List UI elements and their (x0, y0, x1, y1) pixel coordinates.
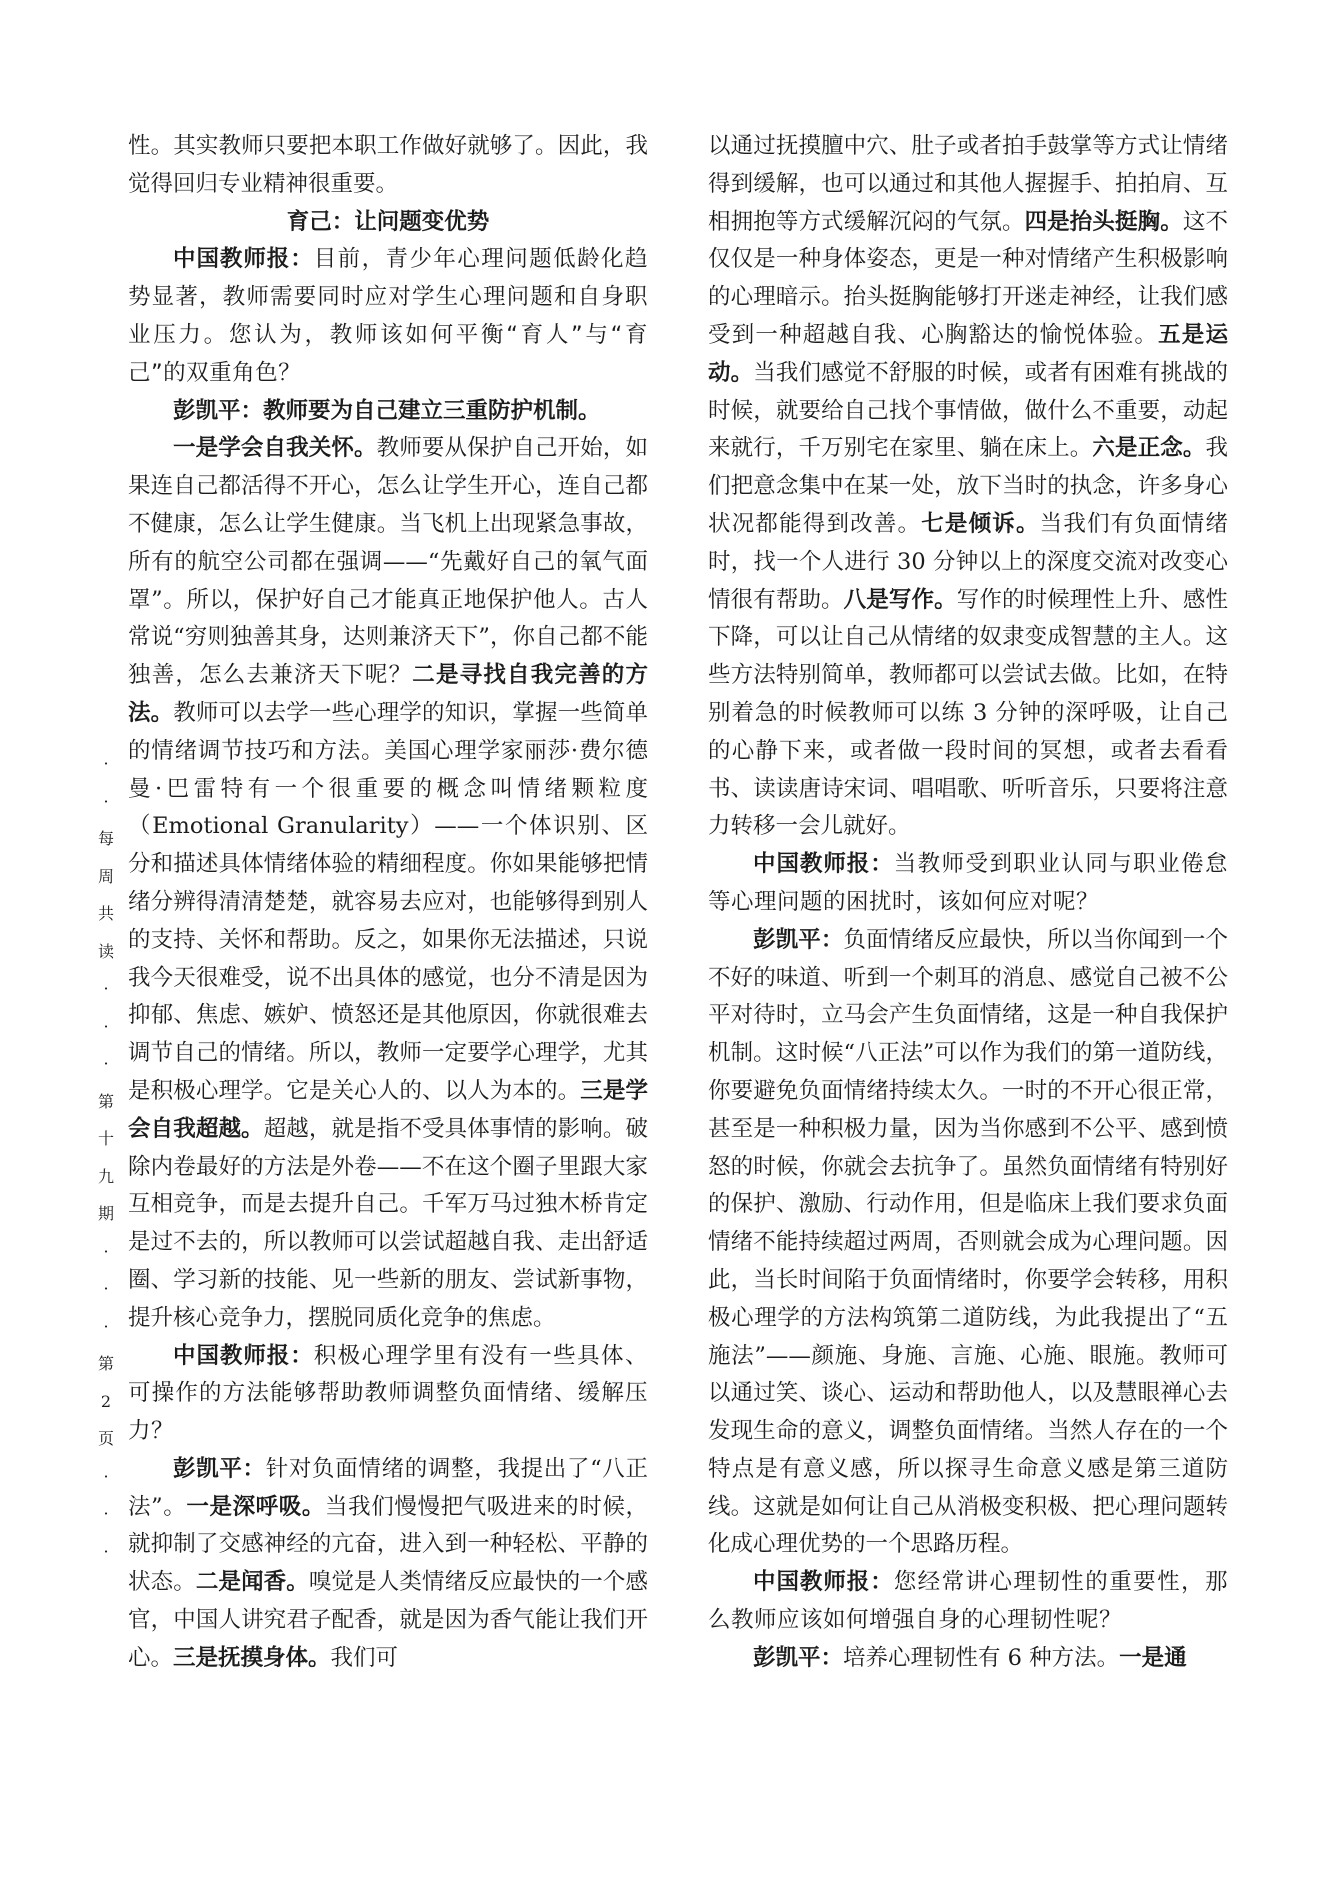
side-margin-char: · (103, 1016, 109, 1036)
speaker-label: 彭凯平： (753, 1644, 844, 1671)
speaker-label: 彭凯平： (753, 926, 844, 953)
side-margin-char: · (103, 1279, 109, 1298)
speaker-label: 中国教师报： (173, 246, 314, 273)
question-paragraph: 中国教师报：积极心理学里有没有一些具体、可操作的方法能够帮助教师调整负面情绪、缓解压力？ (128, 1342, 648, 1445)
answer-paragraph: 彭凯平：教师要为自己建立三重防护机制。 (173, 397, 601, 424)
right-column (708, 128, 1228, 1678)
speaker-label: 中国教师报： (753, 851, 894, 878)
speaker-label: 彭凯平： (173, 397, 264, 424)
speaker-label: 彭凯平： (173, 1455, 266, 1482)
paragraph: 性。其实教师只要把本职工作做好就够了。因此，我觉得回归专业精神很重要。 (128, 133, 648, 197)
answer-paragraph: 彭凯平：针对负面情绪的调整，我提出了“八正法”。一是深呼吸。当我们慢慢把气吸进来的时候，就抑制了交感神经的亢奋，进入到一种轻松、平静的状态。二是闻香。嗅觉是人类情绪反应最快的一个感官，中国人讲究君子配香，就是因为香气能让我们开心。三是抚摸身体。我们可 (128, 1455, 648, 1671)
side-margin-char: · (103, 1466, 109, 1486)
side-margin-char: 周 (97, 866, 114, 886)
paragraph: 一是学会自我关怀。教师要从保护自己开始，如果连自己都活得不开心，怎么让学生开心，连自己都不健康，怎么让学生健康。当飞机上出现紧急事故，所有的航空公司都在强调——“先戴好自己的氧气面罩”。所以，保护好自己才能真正地保护他人。古人常说“穷则独善其身，达则兼济天下”，你自己都不能独善，怎么去兼济天下呢？二是寻找自我完善的方法。教师可以去学一些心理学的知识，掌握一些简单的情绪调节技巧和方法。美国心理学家丽莎·费尔德曼·巴雷特有一个很重要的概念叫情绪颗粒度（Emotional Granularity）——一个体识别、区分和描述具体情绪体验的精细程度。你如果能够把情绪分辨得清清楚楚，就容易去应对，也能够得到别人的支持、关怀和帮助。反之，如果你无法描述，只说我今天很难受，说不出具体的感觉，也分不清是因为抑郁、焦虑、嫉妒、愤怒还是其他原因，你就很难去调节自己的情绪。所以，教师一定要学心理学，尤其是积极心理学。它是关心人的、以人为本的。三是学会自我超越。超越，就是指不受具体事情的影响。破除内卷最好的方法是外卷——不在这个圈子里跟大家互相竞争，而是去提升自己。千军万马过独木桥肯定是过不去的，所以教师可以尝试超越自我、走出舒适圈、学习新的技能、见一些新的朋友、尝试新事物，提升核心竞争力，摆脱同质化竞争的焦虑。 (128, 435, 648, 1331)
section-heading: 育己：让问题变优势 (286, 208, 490, 235)
answer-paragraph: 彭凯平：负面情绪反应最快，所以当你闻到一个不好的味道、听到一个刺耳的消息、感觉自己被不公平对待时，立马会产生负面情绪，这是一种自我保护机制。这时候“八正法”可以作为我们的第一道防线，你要避免负面情绪持续太久。一时的不开心很正常，甚至是一种积极力量，因为当你感到不公平、感到愤怒的时候，你就会去抗争了。虽然负面情绪有特别好的保护、激励、行动作用，但是临床上我们要求负面情绪不能持续超过两周，否则就会成为心理问题。因此，当长时间陷于负面情绪时，你要学会转移，用积极心理学的方法构筑第二道防线，为此我提出了“五施法”——颜施、身施、言施、心施、眼施。教师可以通过笑、谈心、运动和帮助他人，以及慧眼禅心去发现生命的意义，调整负面情绪。当然人存在的一个特点是有意义感，所以探寻生命意义感是第三道防线。这就是如何让自己从消极变积极、把心理问题转化成心理优势的一个思路历程。 (708, 926, 1228, 1558)
side-margin-char: · (103, 1541, 109, 1561)
speaker-label: 中国教师报： (753, 1569, 894, 1596)
side-margin-char: · (103, 1504, 109, 1523)
side-margin-char: · (103, 979, 109, 998)
side-margin-char: 共 (97, 904, 114, 923)
side-margin-char: 九 (97, 1166, 114, 1186)
side-margin-char: · (103, 1241, 109, 1261)
side-margin-label (94, 745, 118, 1570)
speaker-label: 中国教师报： (173, 1342, 314, 1369)
side-margin-char: 第 (97, 1091, 114, 1111)
question-paragraph: 中国教师报：您经常讲心理韧性的重要性，那么教师应该如何增强自身的心理韧性呢？ (708, 1569, 1228, 1634)
side-margin-char: · (103, 791, 109, 811)
side-margin-char: 十 (97, 1129, 114, 1148)
side-margin-char: · (103, 1054, 109, 1073)
question-paragraph: 中国教师报：目前，青少年心理问题低龄化趋势显著，教师需要同时应对学生心理问题和自身职业压力。您认为，教师该如何平衡“育人”与“育己”的双重角色？ (128, 246, 648, 386)
side-margin-char: · (103, 754, 109, 773)
side-margin-char: 2 (100, 1391, 112, 1411)
answer-paragraph: 彭凯平：培养心理韧性有 6 种方法。一是通 (753, 1644, 1187, 1671)
side-margin-char: · (103, 1316, 109, 1336)
paragraph: 以通过抚摸膻中穴、肚子或者拍手鼓掌等方式让情绪得到缓解，也可以通过和其他人握握手、拍拍肩、互相拥抱等方式缓解沉闷的气氛。四是抬头挺胸。这不仅仅是一种身体姿态，更是一种对情绪产生积极影响的心理暗示。抬头挺胸能够打开迷走神经，让我们感受到一种超越自我、心胸豁达的愉悦体验。五是运动。当我们感觉不舒服的时候，或者有困难有挑战的时候，就要给自己找个事情做，做什么不重要，动起来就行，千万别宅在家里、躺在床上。六是正念。我们把意念集中在某一处，放下当时的执念，许多身心状况都能得到改善。七是倾诉。当我们有负面情绪时，找一个人进行 30 分钟以上的深度交流对改变心情很有帮助。八是写作。写作的时候理性上升、感性下降，可以让自己从情绪的奴隶变成智慧的主人。这些方法特别简单，教师都可以尝试去做。比如，在特别着急的时候教师可以练 3 分钟的深呼吸，让自己的心静下来，或者做一段时间的冥想，或者去看看书、读读唐诗宋词、唱唱歌、听听音乐，只要将注意力转移一会儿就好。 (708, 133, 1228, 840)
side-margin-char: 页 (97, 1429, 114, 1448)
side-margin-char: 第 (97, 1354, 114, 1373)
side-margin-char: 每 (97, 829, 114, 848)
side-margin-char: 期 (97, 1204, 114, 1223)
left-column (128, 128, 648, 1678)
side-margin-char: 读 (97, 941, 114, 961)
question-paragraph: 中国教师报：当教师受到职业认同与职业倦怠等心理问题的困扰时，该如何应对呢？ (708, 851, 1228, 915)
